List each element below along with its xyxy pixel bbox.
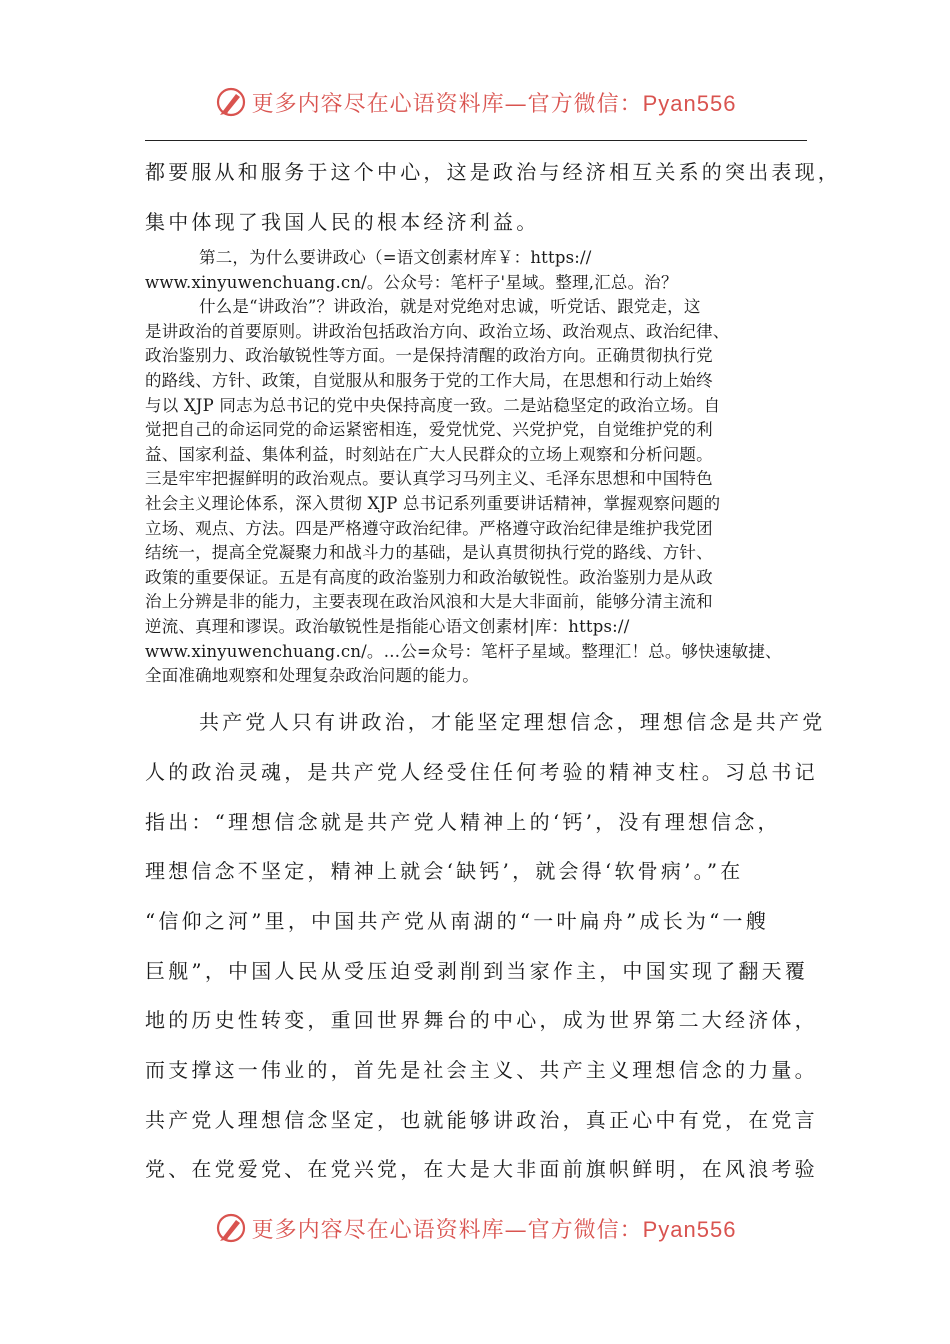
text-line: 结统一，提高全党凝聚力和战斗力的基础，是认真贯彻执行党的路线、方针、	[145, 543, 713, 563]
body-line: “信仰之河”里，中国共产党从南湖的“一叶扁舟”成长为“一艘	[145, 909, 769, 933]
body-line: 集中体现了我国人民的根本经济利益。	[145, 210, 540, 234]
dense-paragraph	[145, 246, 810, 689]
text-line: www.xinyuwenchuang.cn/。…公=众号：笔杆子星域。整理汇！总。够快速敏捷、	[145, 641, 782, 661]
body-line: 都要服从和服务于这个中心，这是政治与经济相互关系的突出表现，	[145, 160, 841, 184]
text-line: 是讲政治的首要原则。讲政治包括政治方向、政治立场、政治观点、政治纪律、	[145, 321, 730, 341]
pen-nib-logo-icon	[214, 85, 248, 119]
header-banner	[0, 82, 950, 122]
text-line: 第二，为什么要讲政心（=语文创素材库￥：https://	[199, 248, 592, 267]
text-line: 全面准确地观察和处理复杂政治问题的能力。	[145, 666, 479, 686]
body-line: 人的政治灵魂，是共产党人经受住任何考验的精神支柱。习总书记	[145, 760, 818, 784]
footer-banner	[0, 1208, 950, 1248]
body-line: 党、在党爱党、在党兴党，在大是大非面前旗帜鲜明，在风浪考验	[145, 1157, 818, 1181]
pen-nib-logo-icon	[214, 1211, 248, 1245]
body-line: 共产党人理想信念坚定，也就能够讲政治，真正心中有党，在党言	[145, 1108, 818, 1132]
header-banner-text: 更多内容尽在心语资料库—官方微信：Pyan556	[251, 90, 737, 117]
body-line: 理想信念不坚定，精神上就会‘缺钙’，就会得‘软骨病’。”在	[145, 859, 744, 883]
body-line: 指出：“理想信念就是共产党人精神上的‘钙’，没有理想信念，	[145, 810, 781, 834]
text-line: 觉把自己的命运同党的命运紧密相连，爱党忧党、兴党护党，自觉维护党的利	[145, 420, 713, 440]
body-line: 巨舰”，中国人民从受压迫受剥削到当家作主，中国实现了翻天覆	[145, 959, 809, 983]
body-line: 而支撑这一伟业的，首先是社会主义、共产主义理想信念的力量。	[145, 1058, 818, 1082]
text-line: 治上分辨是非的能力，主要表现在政治风浪和大是大非面前，能够分清主流和	[145, 592, 713, 612]
header-divider	[145, 140, 807, 141]
text-line: 与以 XJP 同志为总书记的党中央保持高度一致。二是站稳坚定的政治立场。自	[145, 395, 721, 415]
footer-banner-text: 更多内容尽在心语资料库—官方微信：Pyan556	[251, 1216, 737, 1243]
text-line: 什么是“讲政治”？讲政治，就是对党绝对忠诚，听党话、跟党走，这	[199, 297, 701, 317]
text-line: 政治鉴别力、政治敏锐性等方面。一是保持清醒的政治方向。正确贯彻执行党	[145, 346, 713, 366]
body-line: 共产党人只有讲政治，才能坚定理想信念，理想信念是共产党	[199, 710, 826, 734]
body-line: 地的历史性转变，重回世界舞台的中心，成为世界第二大经济体，	[145, 1008, 818, 1032]
text-line: 社会主义理论体系，深入贯彻 XJP 总书记系列重要讲话精神，掌握观察问题的	[145, 493, 721, 513]
text-line: www.xinyuwenchuang.cn/。公众号：笔杆子'星域。整理,汇总。治？	[145, 272, 678, 292]
text-line: 政策的重要保证。五是有高度的政治鉴别力和政治敏锐性。政治鉴别力是从政	[145, 567, 713, 587]
text-line: 益、国家利益、集体利益，时刻站在广大人民群众的立场上观察和分析问题。	[145, 444, 713, 464]
text-line: 立场、观点、方法。四是严格遵守政治纪律。严格遵守政治纪律是维护我党团	[145, 518, 713, 538]
text-line: 的路线、方针、政策，自觉服从和服务于党的工作大局，在思想和行动上始终	[145, 370, 713, 390]
text-line: 三是牢牢把握鲜明的政治观点。要认真学习马列主义、毛泽东思想和中国特色	[145, 469, 713, 489]
text-line: 逆流、真理和谬误。政治敏锐性是指能心语文创素材|库：https://	[145, 616, 630, 636]
